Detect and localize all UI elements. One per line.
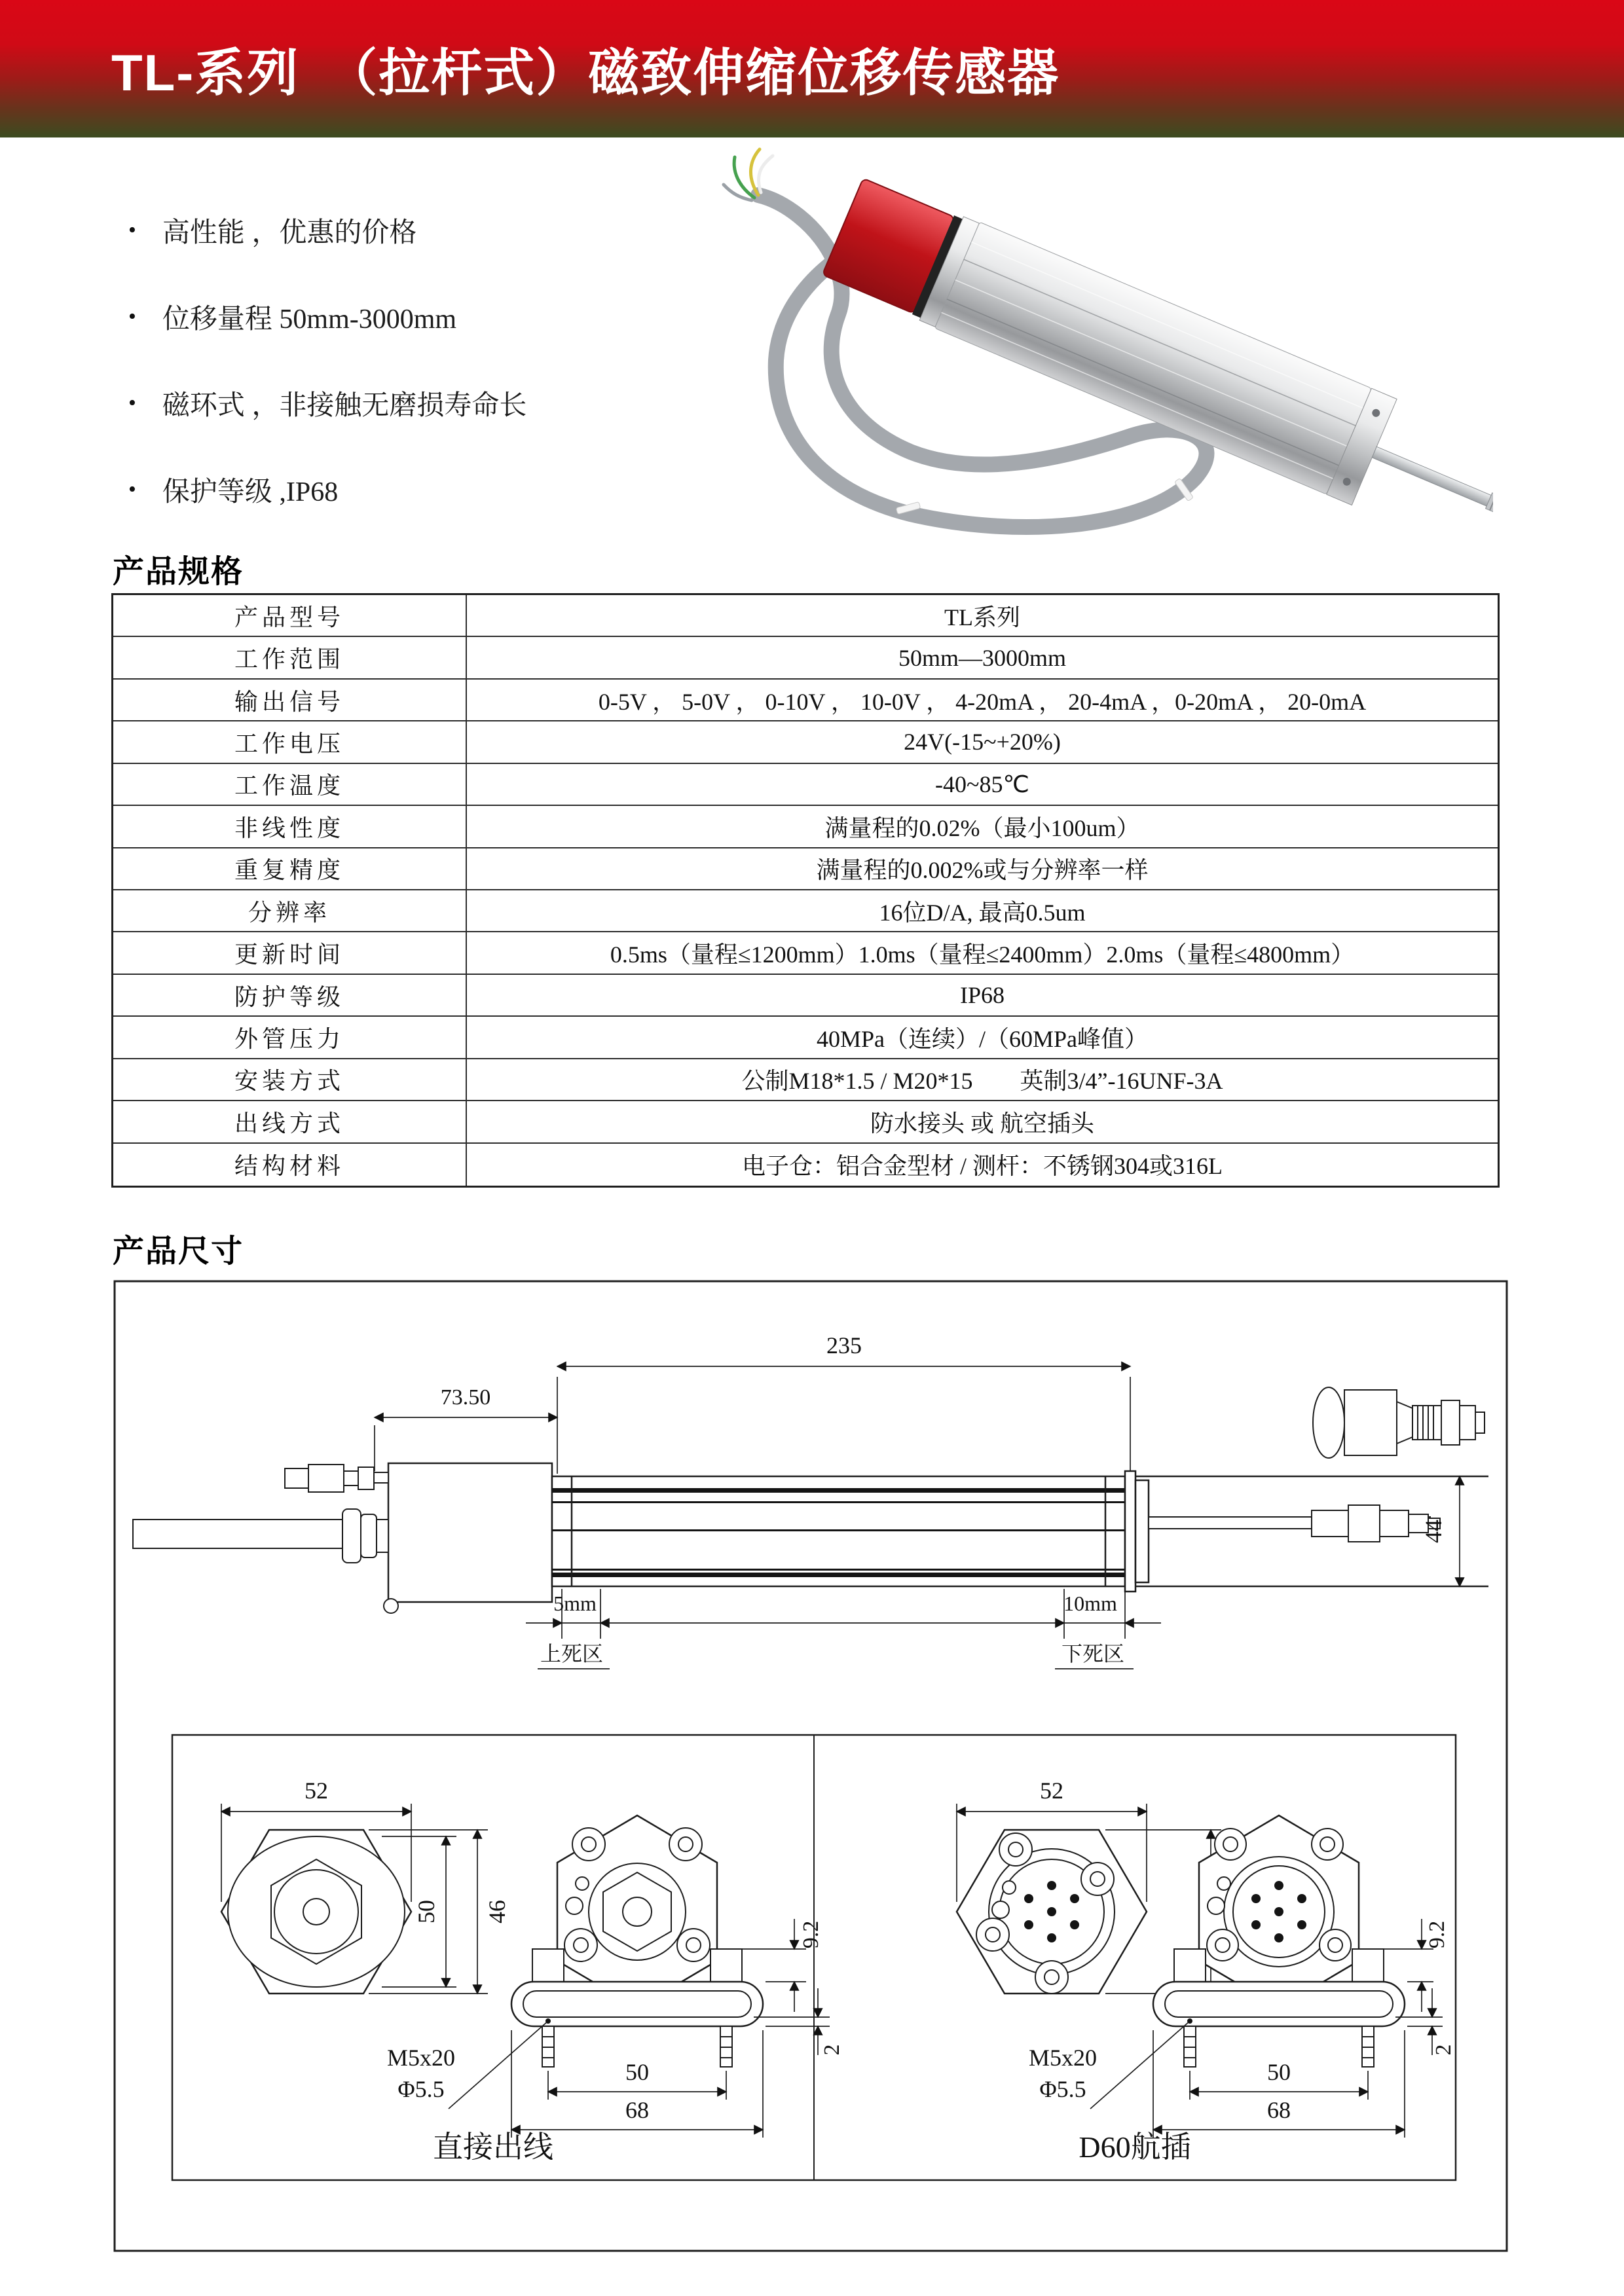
bolt-head <box>532 1949 564 1982</box>
bullet-icon: • <box>128 304 136 329</box>
bolt-head <box>1174 1949 1206 1982</box>
dim-dead-zone-bottom: 10mm <box>1063 1592 1117 1615</box>
row-value: 16位D/A, 最高0.5um <box>879 899 1086 926</box>
table-row <box>113 1144 1498 1186</box>
row-value: 满量程的0.002%或与分辨率一样 <box>816 857 1149 884</box>
end-flange <box>1125 1471 1135 1592</box>
row-label: 出线方式 <box>113 1101 467 1142</box>
dim-overall-length: 235 <box>826 1332 862 1358</box>
dim-height: 46 <box>484 1900 510 1923</box>
cable-stub <box>133 1520 342 1548</box>
dim-bracket-offset: 9.2 <box>799 1920 823 1949</box>
hole-dia-spec: Φ5.5 <box>397 2076 445 2102</box>
list-item <box>128 302 526 335</box>
feature-text: 保护等级 ,IP68 <box>162 477 339 507</box>
dim-bolt-pitch: 50 <box>1267 2059 1291 2085</box>
row-value: 公制M18*1.5 / M20*15 英制3/4”-16UNF-3A <box>741 1068 1223 1095</box>
row-label: 工作范围 <box>113 637 467 678</box>
feature-list <box>128 216 526 562</box>
row-value: 0.5ms（量程≤1200mm）1.0ms（量程≤2400mm）2.0ms（量程≤4800mm） <box>610 941 1355 968</box>
table-row <box>113 848 1498 890</box>
row-label: 防护等级 <box>113 975 467 1015</box>
header-banner <box>0 0 1624 137</box>
dead-zone-bottom-label: 下死区 <box>1061 1642 1125 1666</box>
table-row <box>113 1017 1498 1059</box>
row-value: 防水接头 或 航空插头 <box>870 1110 1094 1137</box>
row-label: 工作电压 <box>113 721 467 762</box>
dim-base-width: 68 <box>1267 2097 1291 2123</box>
row-label: 非线性度 <box>113 806 467 847</box>
dim-base-width: 68 <box>625 2097 649 2123</box>
row-value: 24V(-15~+20%) <box>904 729 1061 756</box>
dim-dead-zone-top: 5mm <box>553 1592 597 1615</box>
row-label: 外管压力 <box>113 1017 467 1057</box>
specs-section-title: 产品规格 <box>113 555 244 589</box>
feature-text: 磁环式 ，非接触无磨损寿命长 <box>162 391 527 421</box>
row-value: 0-5V ， 5-0V ， 0-10V ， 10-0V ， 4-20mA ， 20-4mA ，0-20mA ， 20-0mA <box>598 688 1367 715</box>
housing-knob <box>384 1599 398 1613</box>
table-row <box>113 1101 1498 1143</box>
table-row <box>113 680 1498 721</box>
list-item <box>128 475 526 507</box>
row-label: 工作温度 <box>113 764 467 805</box>
aluminum-barrel <box>934 222 1371 494</box>
table-row <box>113 975 1498 1017</box>
feature-text: 位移量程 50mm-3000mm <box>162 304 457 335</box>
rod <box>1372 446 1491 506</box>
feature-text: 高性能 ，优惠的价格 <box>162 218 417 248</box>
row-value: 40MPa（连续）/（60MPa峰值） <box>816 1025 1149 1052</box>
dim-housing-length: 73.50 <box>440 1385 491 1410</box>
dim-height: 44 <box>1420 1520 1447 1543</box>
row-label: 输出信号 <box>113 680 467 720</box>
product-photo <box>583 137 1493 576</box>
dim-plate-thickness: 2 <box>1431 2044 1456 2056</box>
end-flange <box>1135 1480 1149 1582</box>
table-row <box>113 595 1498 637</box>
variant-caption: D60航插 <box>1079 2130 1191 2164</box>
row-label: 安装方式 <box>113 1059 467 1100</box>
spec-table <box>111 593 1500 1188</box>
bolt-spec: M5x20 <box>1028 2045 1098 2071</box>
row-label: 产品型号 <box>113 595 467 636</box>
bolt-head <box>710 1949 742 1982</box>
table-row <box>113 806 1498 848</box>
bolt-head <box>1352 1949 1384 1982</box>
table-row <box>113 1059 1498 1101</box>
table-row <box>113 721 1498 763</box>
row-value: IP68 <box>959 982 1005 1009</box>
table-row <box>113 637 1498 679</box>
dim-plate-thickness: 2 <box>820 2044 844 2056</box>
dimension-drawing <box>113 1280 1508 2252</box>
row-label: 结构材料 <box>113 1144 467 1186</box>
dim-width: 52 <box>304 1777 328 1804</box>
table-row <box>113 764 1498 806</box>
row-label: 更新时间 <box>113 932 467 973</box>
bullet-icon: • <box>128 477 136 501</box>
page-title: TL-系列 （拉杆式）磁致伸缩位移传感器 <box>111 44 1060 101</box>
row-label: 分辨率 <box>113 890 467 931</box>
row-value: TL系列 <box>944 604 1020 630</box>
bullet-icon: • <box>128 218 136 242</box>
list-item <box>128 216 526 248</box>
dims-section-title: 产品尺寸 <box>113 1234 244 1269</box>
electronics-housing <box>388 1463 552 1602</box>
row-value: 50mm—3000mm <box>898 644 1066 671</box>
table-row <box>113 932 1498 974</box>
hole-dia-spec: Φ5.5 <box>1039 2076 1086 2102</box>
variant-caption: 直接出线 <box>433 2130 553 2164</box>
row-value: -40~85℃ <box>935 771 1029 797</box>
row-value: 满量程的0.02%（最小100um） <box>824 814 1140 841</box>
table-row <box>113 890 1498 932</box>
list-item <box>128 389 527 421</box>
dim-cap-diameter: 50 <box>413 1900 439 1923</box>
row-value: 电子仓：铝合金型材 / 测杆：不锈钢304或316L <box>742 1153 1223 1180</box>
row-label: 重复精度 <box>113 848 467 889</box>
dead-zone-top-label: 上死区 <box>540 1642 604 1666</box>
dim-width: 52 <box>1040 1777 1063 1804</box>
dim-bracket-offset: 9.2 <box>1425 1920 1449 1949</box>
bolt-spec: M5x20 <box>386 2045 456 2071</box>
top-plug <box>285 1465 388 1492</box>
dim-bolt-pitch: 50 <box>625 2059 649 2085</box>
bullet-icon: • <box>128 391 136 415</box>
